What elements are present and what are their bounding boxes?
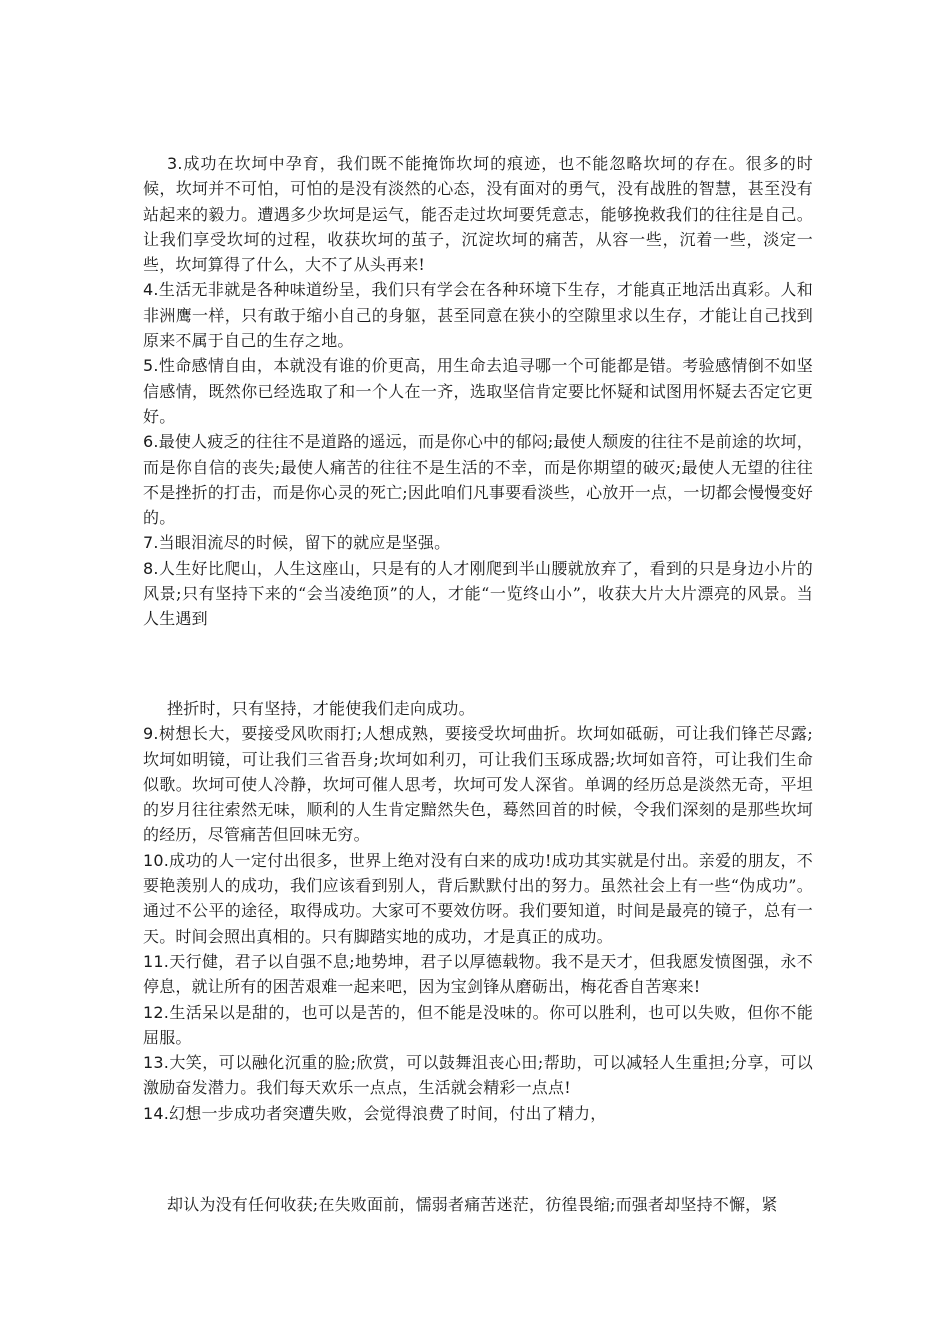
paragraph-text: 天行健，君子以自强不息;地势坤，君子以厚德载物。我不是天才，但我愿发愤图强，永不停息，就让所有的困苦艰难一起来吧，因为宝剑锋从磨砺出，梅花香自苦寒来! bbox=[143, 951, 813, 997]
paragraph-text: 挫折时，只有坚持，才能使我们走向成功。 bbox=[167, 699, 475, 718]
paragraph-11 bbox=[143, 949, 813, 1000]
paragraph-6 bbox=[143, 429, 813, 530]
item-number: 5. bbox=[143, 356, 159, 376]
item-number: 3. bbox=[167, 154, 183, 173]
paragraph-12 bbox=[143, 1000, 813, 1051]
paragraph-4 bbox=[143, 277, 813, 353]
item-number: 13. bbox=[143, 1053, 170, 1073]
item-number: 7. bbox=[143, 533, 159, 553]
paragraph-text: 树想长大，要接受风吹雨打;人想成熟，要接受坎坷曲折。坎坷如砥砺，可让我们锋芒尽露;坎坷如明镜，可让我们三省吾身;坎坷如利刃，可让我们玉琢成器;坎坷如音符，可让我们生命似歌。坎坷可使人冷静，坎坷可催人思考，坎坷可发人深省。单调的经历总是淡然无奇，平坦的岁月往往索然无味，顺利的人生肯定黯然失色，蓦然回首的时候，令我们深刻的是那些坎坷的经历，尽管痛苦但回味无穷。 bbox=[143, 724, 813, 845]
paragraph-text: 却认为没有任何收获;在失败面前，懦弱者痛苦迷茫，彷徨畏缩;而强者却坚持不懈，紧 bbox=[167, 1195, 778, 1214]
paragraph-text: 当眼泪流尽的时候，留下的就应是坚强。 bbox=[158, 533, 451, 553]
text-block-1 bbox=[143, 151, 813, 632]
paragraph-8 bbox=[143, 556, 813, 632]
paragraph-7 bbox=[143, 530, 813, 555]
paragraph-text: 人生好比爬山，人生这座山，只是有的人才刚爬到半山腰就放弃了，看到的只是身边小片的风景;只有坚持下来的“会当凌绝顶”的人，才能“一览终山小”，收获大片大片漂亮的风景。当人生遇到 bbox=[143, 558, 813, 629]
item-number: 14. bbox=[143, 1103, 170, 1123]
paragraph-14 bbox=[143, 1101, 813, 1126]
item-number: 12. bbox=[143, 1002, 170, 1022]
paragraph-text: 性命感情自由，本就没有谁的价更高，用生命去追寻哪一个可能都是错。考验感情倒不如坚信感情，既然你已经选取了和一个人在一齐，选取坚信肯定要比怀疑和试图用怀疑去否定它更好。 bbox=[143, 356, 813, 426]
text-block-2 bbox=[143, 696, 813, 1126]
paragraph-text: 大笑，可以融化沉重的脸;欣赏，可以鼓舞沮丧心田;帮助，可以减轻人生重担;分享，可以激励奋发潜力。我们每天欢乐一点点，生活就会精彩一点点! bbox=[143, 1053, 813, 1098]
paragraph-5 bbox=[143, 353, 813, 429]
paragraph-text: 最使人疲乏的往往不是道路的遥远，而是你心中的郁闷;最使人颓废的往往不是前途的坎坷，而是你自信的丧失;最使人痛苦的往往不是生活的不幸，而是你期望的破灭;最使人无望的往往不是挫折的打击，而是你心灵的死亡;因此咱们凡事要看淡些，心放开一点，一切都会慢慢变好的。 bbox=[143, 432, 813, 528]
paragraph-8-continued bbox=[143, 696, 813, 721]
item-number: 10. bbox=[143, 850, 170, 870]
item-number: 11. bbox=[143, 951, 170, 971]
paragraph-10 bbox=[143, 848, 813, 949]
paragraph-14-continued bbox=[143, 1192, 813, 1217]
paragraph-text: 生活呆以是甜的，也可以是苦的，但不能是没味的。你可以胜利，也可以失败，但你不能屈服。 bbox=[143, 1002, 813, 1047]
paragraph-text: 成功在坎坷中孕育，我们既不能掩饰坎坷的痕迹，也不能忽略坎坷的存在。很多的时候，坎坷并不可怕，可怕的是没有淡然的心态，没有面对的勇气，没有战胜的智慧，甚至没有站起来的毅力。遭遇多少坎坷是运气，能否走过坎坷要凭意志，能够挽救我们的往往是自己。让我们享受坎坷的过程，收获坎坷的茧子，沉淀坎坷的痛苦，从容一些，沉着一些，淡定一些，坎坷算得了什么，大不了从头再来! bbox=[143, 154, 813, 275]
item-number: 4. bbox=[143, 280, 159, 300]
paragraph-13 bbox=[143, 1050, 813, 1101]
item-number: 6. bbox=[143, 432, 159, 452]
paragraph-text: 成功的人一定付出很多，世界上绝对没有白来的成功!成功其实就是付出。亲爱的朋友，不要艳羡别人的成功，我们应该看到别人，背后默默付出的努力。虽然社会上有一些“伪成功”。通过不公平的途径，取得成功。大家可不要效仿呀。我们要知道，时间是最亮的镜子，总有一天。时间会照出真相的。只有脚踏实地的成功，才是真正的成功。 bbox=[143, 850, 813, 946]
paragraph-3 bbox=[143, 151, 813, 277]
paragraph-text: 幻想一步成功者突遭失败，会觉得浪费了时间，付出了精力， bbox=[169, 1103, 607, 1123]
item-number: 8. bbox=[143, 558, 159, 578]
item-number: 9. bbox=[143, 724, 159, 744]
paragraph-text: 生活无非就是各种味道纷呈，我们只有学会在各种环境下生存，才能真正地活出真彩。人和非洲鹰一样，只有敢于缩小自己的身躯，甚至同意在狭小的空隙里求以生存，才能让自己找到原来不属于自己的生存之地。 bbox=[143, 280, 813, 351]
text-block-3 bbox=[143, 1192, 813, 1217]
paragraph-9 bbox=[143, 721, 813, 847]
